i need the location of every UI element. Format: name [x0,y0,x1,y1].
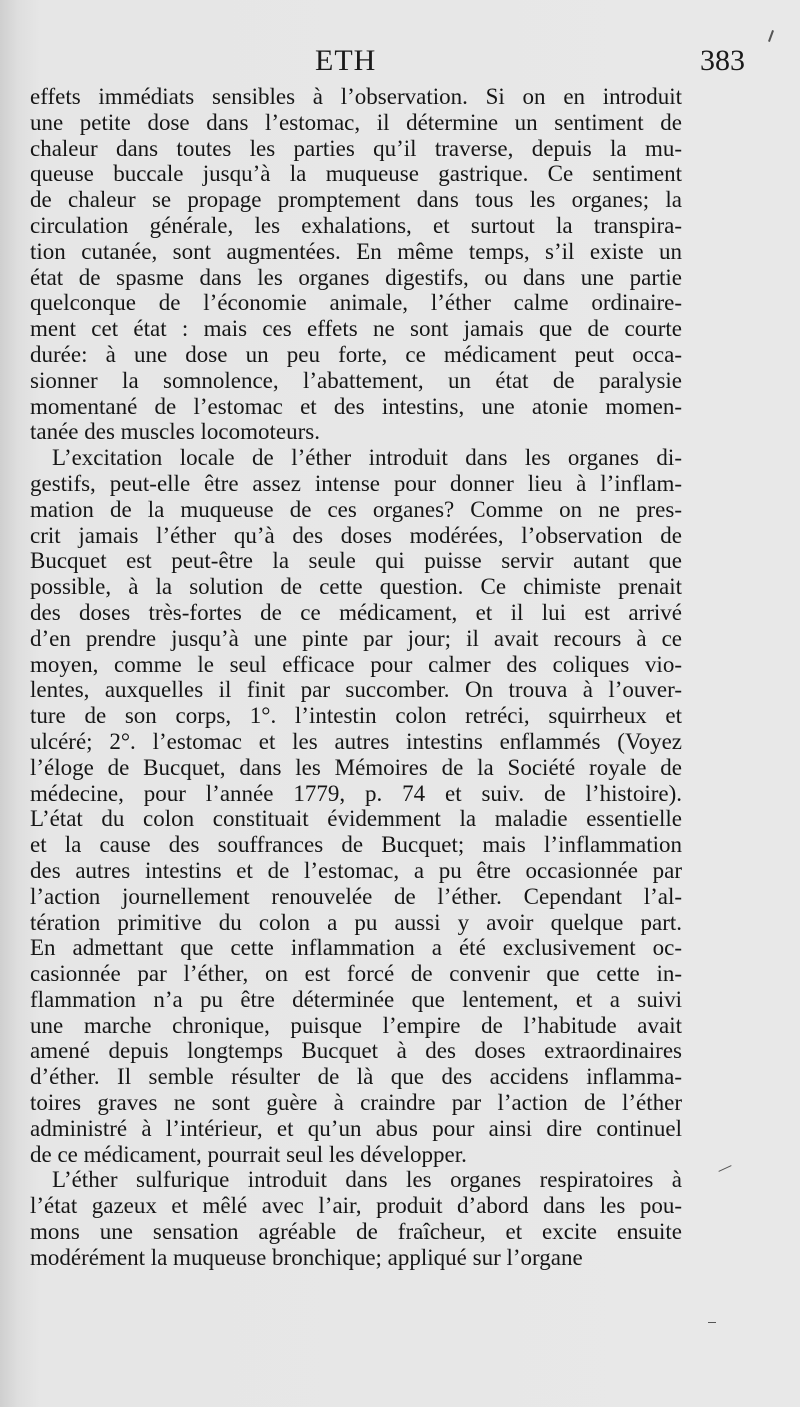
text-line: effets immédiats sensibles à l’observation. Si on en introduit [30,84,682,109]
paragraph [30,445,682,1167]
text-line: ment cet état : mais ces effets ne sont jamais que de courte [30,316,682,342]
text-line: L’état du colon constituait évidemment la maladie essentielle [30,806,682,832]
text-line: circulation générale, les exhalations, et surtout la transpira- [30,212,682,238]
text-line: l’éloge de Bucquet, dans les Mémoires de la Société royale de [30,754,682,780]
text-line: possible, à la solution de cette question. Ce chimiste prenait [30,574,682,600]
page-header [0,44,800,84]
text-line: d’en prendre jusqu’à une pinte par jour; il avait recours à ce [30,625,682,651]
text-line: l’état gazeux et mêlé avec l’air, produit d’abord dans les pou- [30,1193,682,1219]
text-line: ture de son corps, 1°. l’intestin colon retréci, squirrheux et [30,703,682,729]
text-line: une marche chronique, puisque l’empire de l’habitude avait [30,1012,682,1038]
text-line: sionner la somnolence, l’abattement, un état de paralysie [30,367,682,393]
page-number: 383 [700,44,745,77]
text-line: casionnée par l’éther, on est forcé de convenir que cette in- [30,961,682,987]
text-line: gestifs, peut-elle être assez intense pour donner lieu à l’inflam- [30,470,682,496]
margin-mark [708,1322,716,1323]
text-line: et la cause des souffrances de Bucquet; mais l’inflammation [30,832,682,858]
text-line: queuse buccale jusqu’à la muqueuse gastrique. Ce sentiment [30,161,682,187]
text-line: toires graves ne sont guère à craindre par l’action de l’éther [30,1090,682,1116]
text-line: d’éther. Il semble résulter de là que des accidens inflamma- [30,1064,682,1090]
text-line: En admettant que cette inflammation a été exclusivement oc- [30,935,682,961]
text-line: des autres intestins et de l’estomac, a pu être occasionnée par [30,857,682,883]
text-line: L’éther sulfurique introduit dans les organes respiratoires à [52,1167,682,1193]
text-line: administré à l’intérieur, et qu’un abus pour ainsi dire continuel [30,1115,682,1141]
text-line: modérément la muqueuse bronchique; appliqué sur l’organe [30,1244,583,1270]
paragraph [30,1167,682,1270]
text-line: crit jamais l’éther qu’à des doses modérées, l’observation de [30,522,682,548]
text-line: tion cutanée, sont augmentées. En même temps, s’il existe un [30,238,682,264]
text-line: état de spasme dans les organes digestifs, ou dans une partie [30,264,682,290]
text-line: l’action journellement renouvelée de l’éther. Cependant l’al- [30,883,682,909]
text-line: ulcéré; 2°. l’estomac et les autres intestins enflammés (Voyez [30,728,682,754]
text-line: lentes, auxquelles il finit par succomber. On trouva à l’ouver- [30,677,682,703]
body-text [30,84,682,1271]
text-line: des doses très-fortes de ce médicament, et il lui est arrivé [30,599,682,625]
text-line: amené depuis longtemps Bucquet à des doses extraordinaires [30,1038,682,1064]
text-line: moyen, comme le seul efficace pour calmer des coliques vio- [30,651,682,677]
text-line: mation de la muqueuse de ces organes? Comme on ne pres- [30,496,682,522]
margin-mark [718,1165,731,1172]
text-line: médecine, pour l’année 1779, p. 74 et suiv. de l’histoire). [30,780,682,806]
running-head: ETH [315,44,377,77]
text-line: tération primitive du colon a pu aussi y avoir quelque part. [30,909,682,935]
text-line: une petite dose dans l’estomac, il détermine un sentiment de [30,109,682,135]
paragraph [30,84,682,445]
margin-mark [768,30,774,42]
text-line: de ce médicament, pourrait seul les développer. [30,1141,467,1167]
text-line: momentané de l’estomac et des intestins, une atonie momen- [30,393,682,419]
text-line: chaleur dans toutes les parties qu’il traverse, depuis la mu- [30,135,682,161]
text-line: durée: à une dose un peu forte, ce médicament peut occa- [30,341,682,367]
text-line: tanée des muscles locomoteurs. [30,419,320,445]
text-line: quelconque de l’économie animale, l’éther calme ordinaire- [30,290,682,316]
text-line: mons une sensation agréable de fraîcheur, et excite ensuite [30,1219,682,1245]
text-line: L’excitation locale de l’éther introduit dans les organes di- [52,445,682,471]
paragraphs [30,84,682,1271]
text-line: Bucquet est peut-être la seule qui puisse servir autant que [30,548,682,574]
text-line: flammation n’a pu être déterminée que lentement, et a suivi [30,986,682,1012]
text-line: de chaleur se propage promptement dans tous les organes; la [30,187,682,213]
